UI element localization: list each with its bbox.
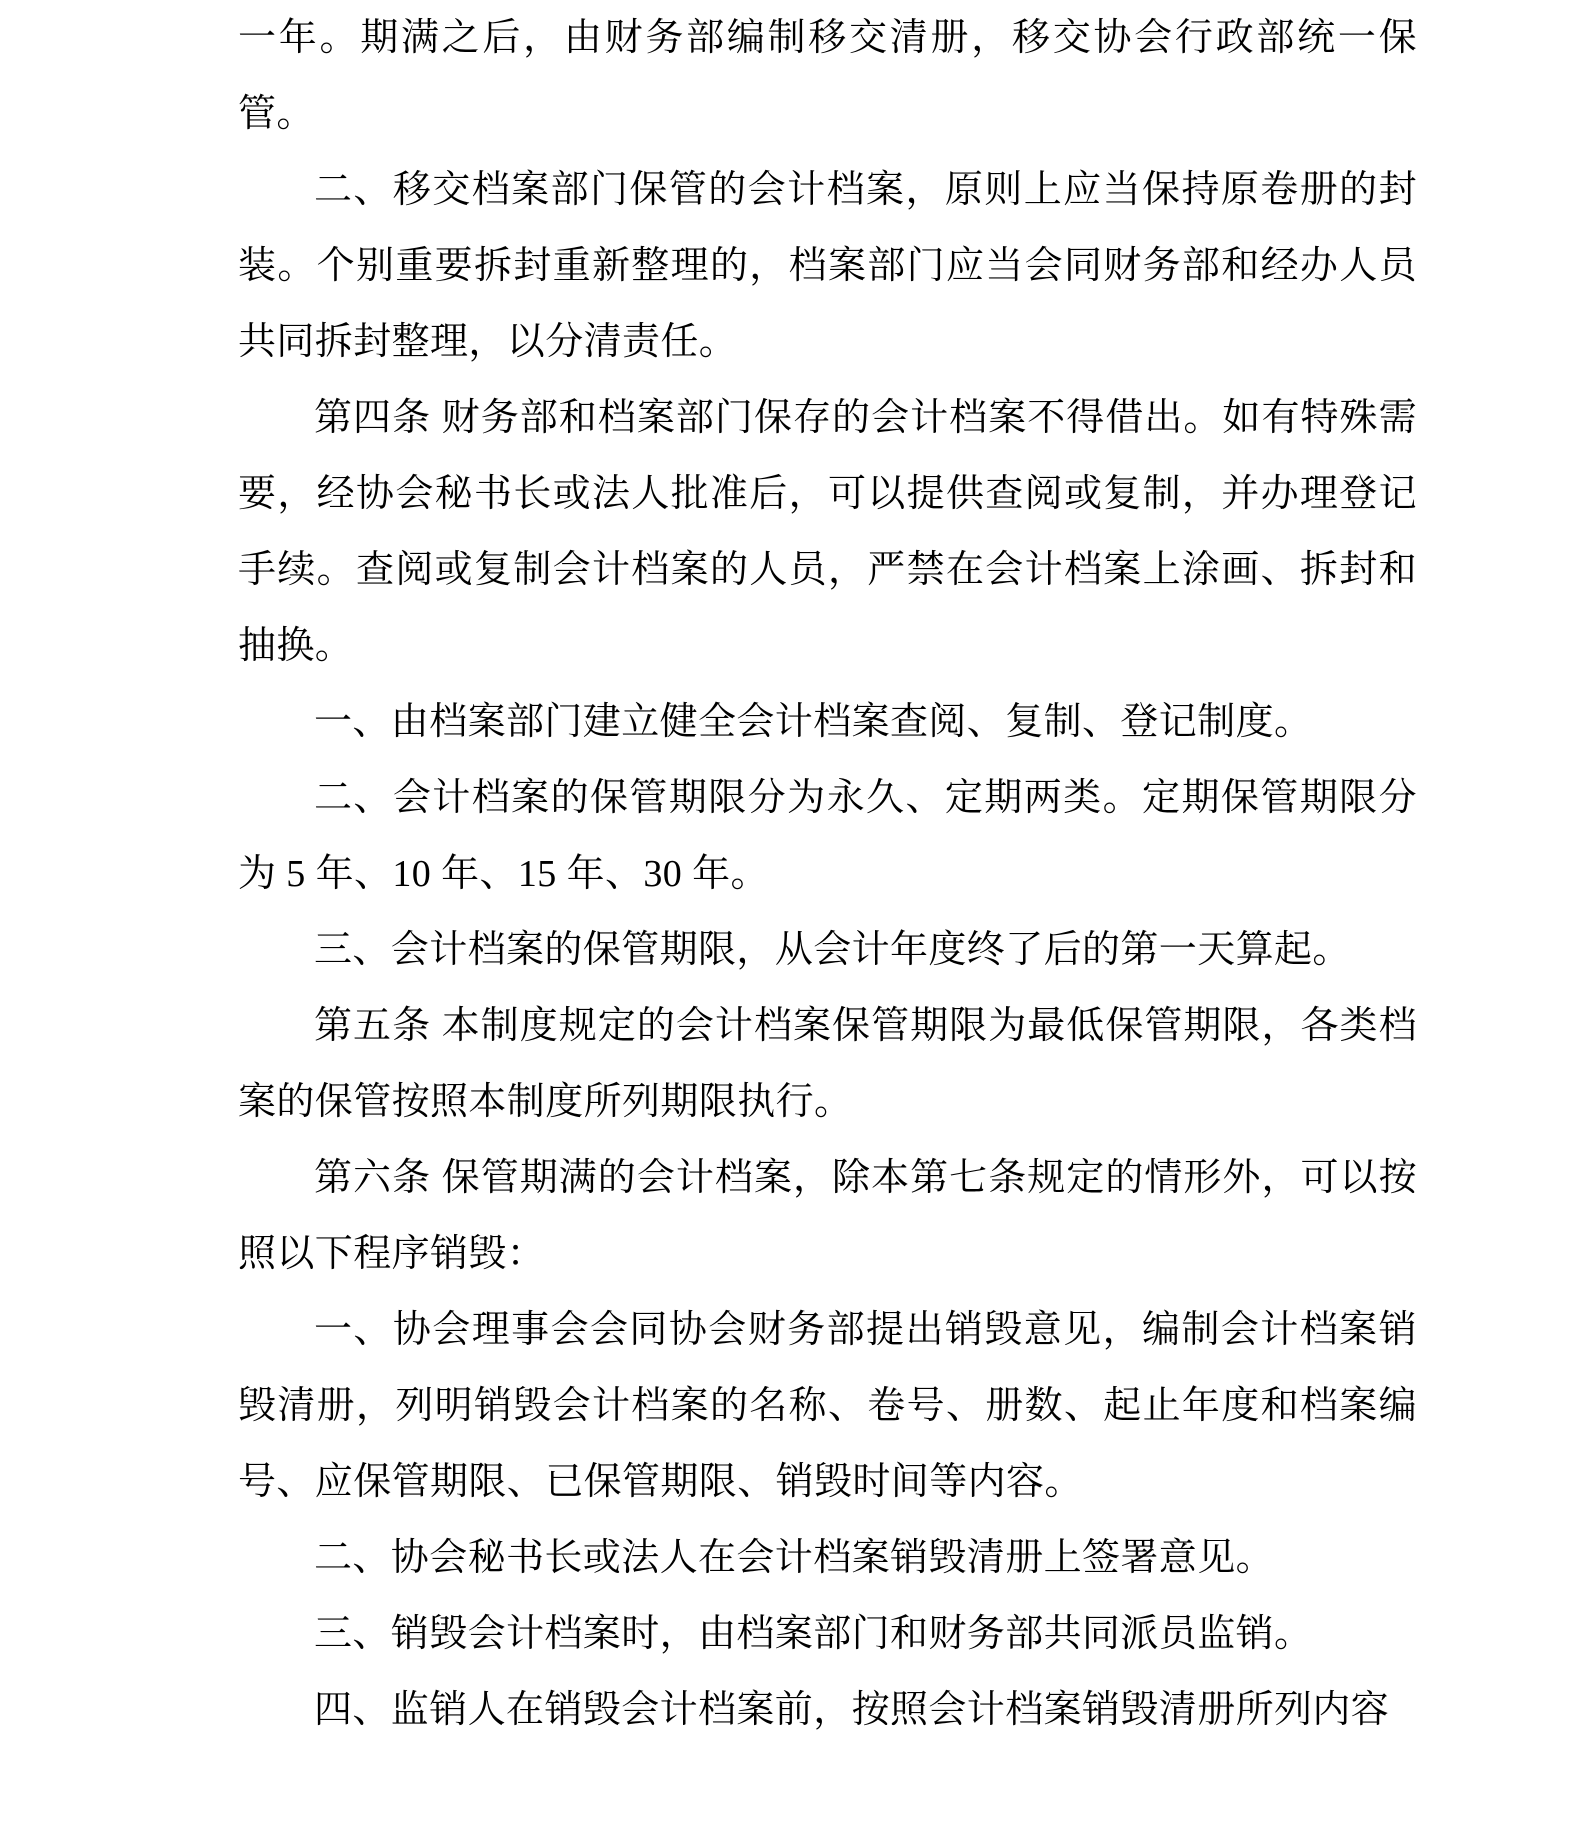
paragraph: 一、由档案部门建立健全会计档案查阅、复制、登记制度。 (314, 701, 1313, 743)
paragraph: 一年。期满之后，由财务部编制移交清册，移交协会行政部统一保管。 (238, 17, 1417, 135)
document-body (238, 0, 1417, 1748)
paragraph: 第五条 本制度规定的会计档案保管期限为最低保管期限，各类档案的保管按照本制度所列期限执行。 (238, 1005, 1417, 1123)
paragraph: 三、会计档案的保管期限，从会计年度终了后的第一天算起。 (314, 929, 1351, 971)
paragraph: 第六条 保管期满的会计档案，除本第七条规定的情形外，可以按照以下程序销毁： (238, 1157, 1417, 1275)
paragraph: 二、移交档案部门保管的会计档案，原则上应当保持原卷册的封装。个别重要拆封重新整理的，档案部门应当会同财务部和经办人员共同拆封整理，以分清责任。 (238, 169, 1417, 363)
paragraph: 二、会计档案的保管期限分为永久、定期两类。定期保管期限分为 5 年、10 年、15 年、30 年。 (238, 777, 1417, 895)
paragraph: 第四条 财务部和档案部门保存的会计档案不得借出。如有特殊需要，经协会秘书长或法人批准后，可以提供查阅或复制，并办理登记手续。查阅或复制会计档案的人员，严禁在会计档案上涂画、拆封和抽换。 (238, 397, 1417, 667)
paragraph: 二、协会秘书长或法人在会计档案销毁清册上签署意见。 (314, 1537, 1275, 1579)
paragraph: 三、销毁会计档案时，由档案部门和财务部共同派员监销。 (314, 1613, 1313, 1655)
paragraph: 一、协会理事会会同协会财务部提出销毁意见，编制会计档案销毁清册，列明销毁会计档案的名称、卷号、册数、起止年度和档案编号、应保管期限、已保管期限、销毁时间等内容。 (238, 1309, 1417, 1503)
paragraph: 四、监销人在销毁会计档案前，按照会计档案销毁清册所列内容 (314, 1689, 1390, 1731)
